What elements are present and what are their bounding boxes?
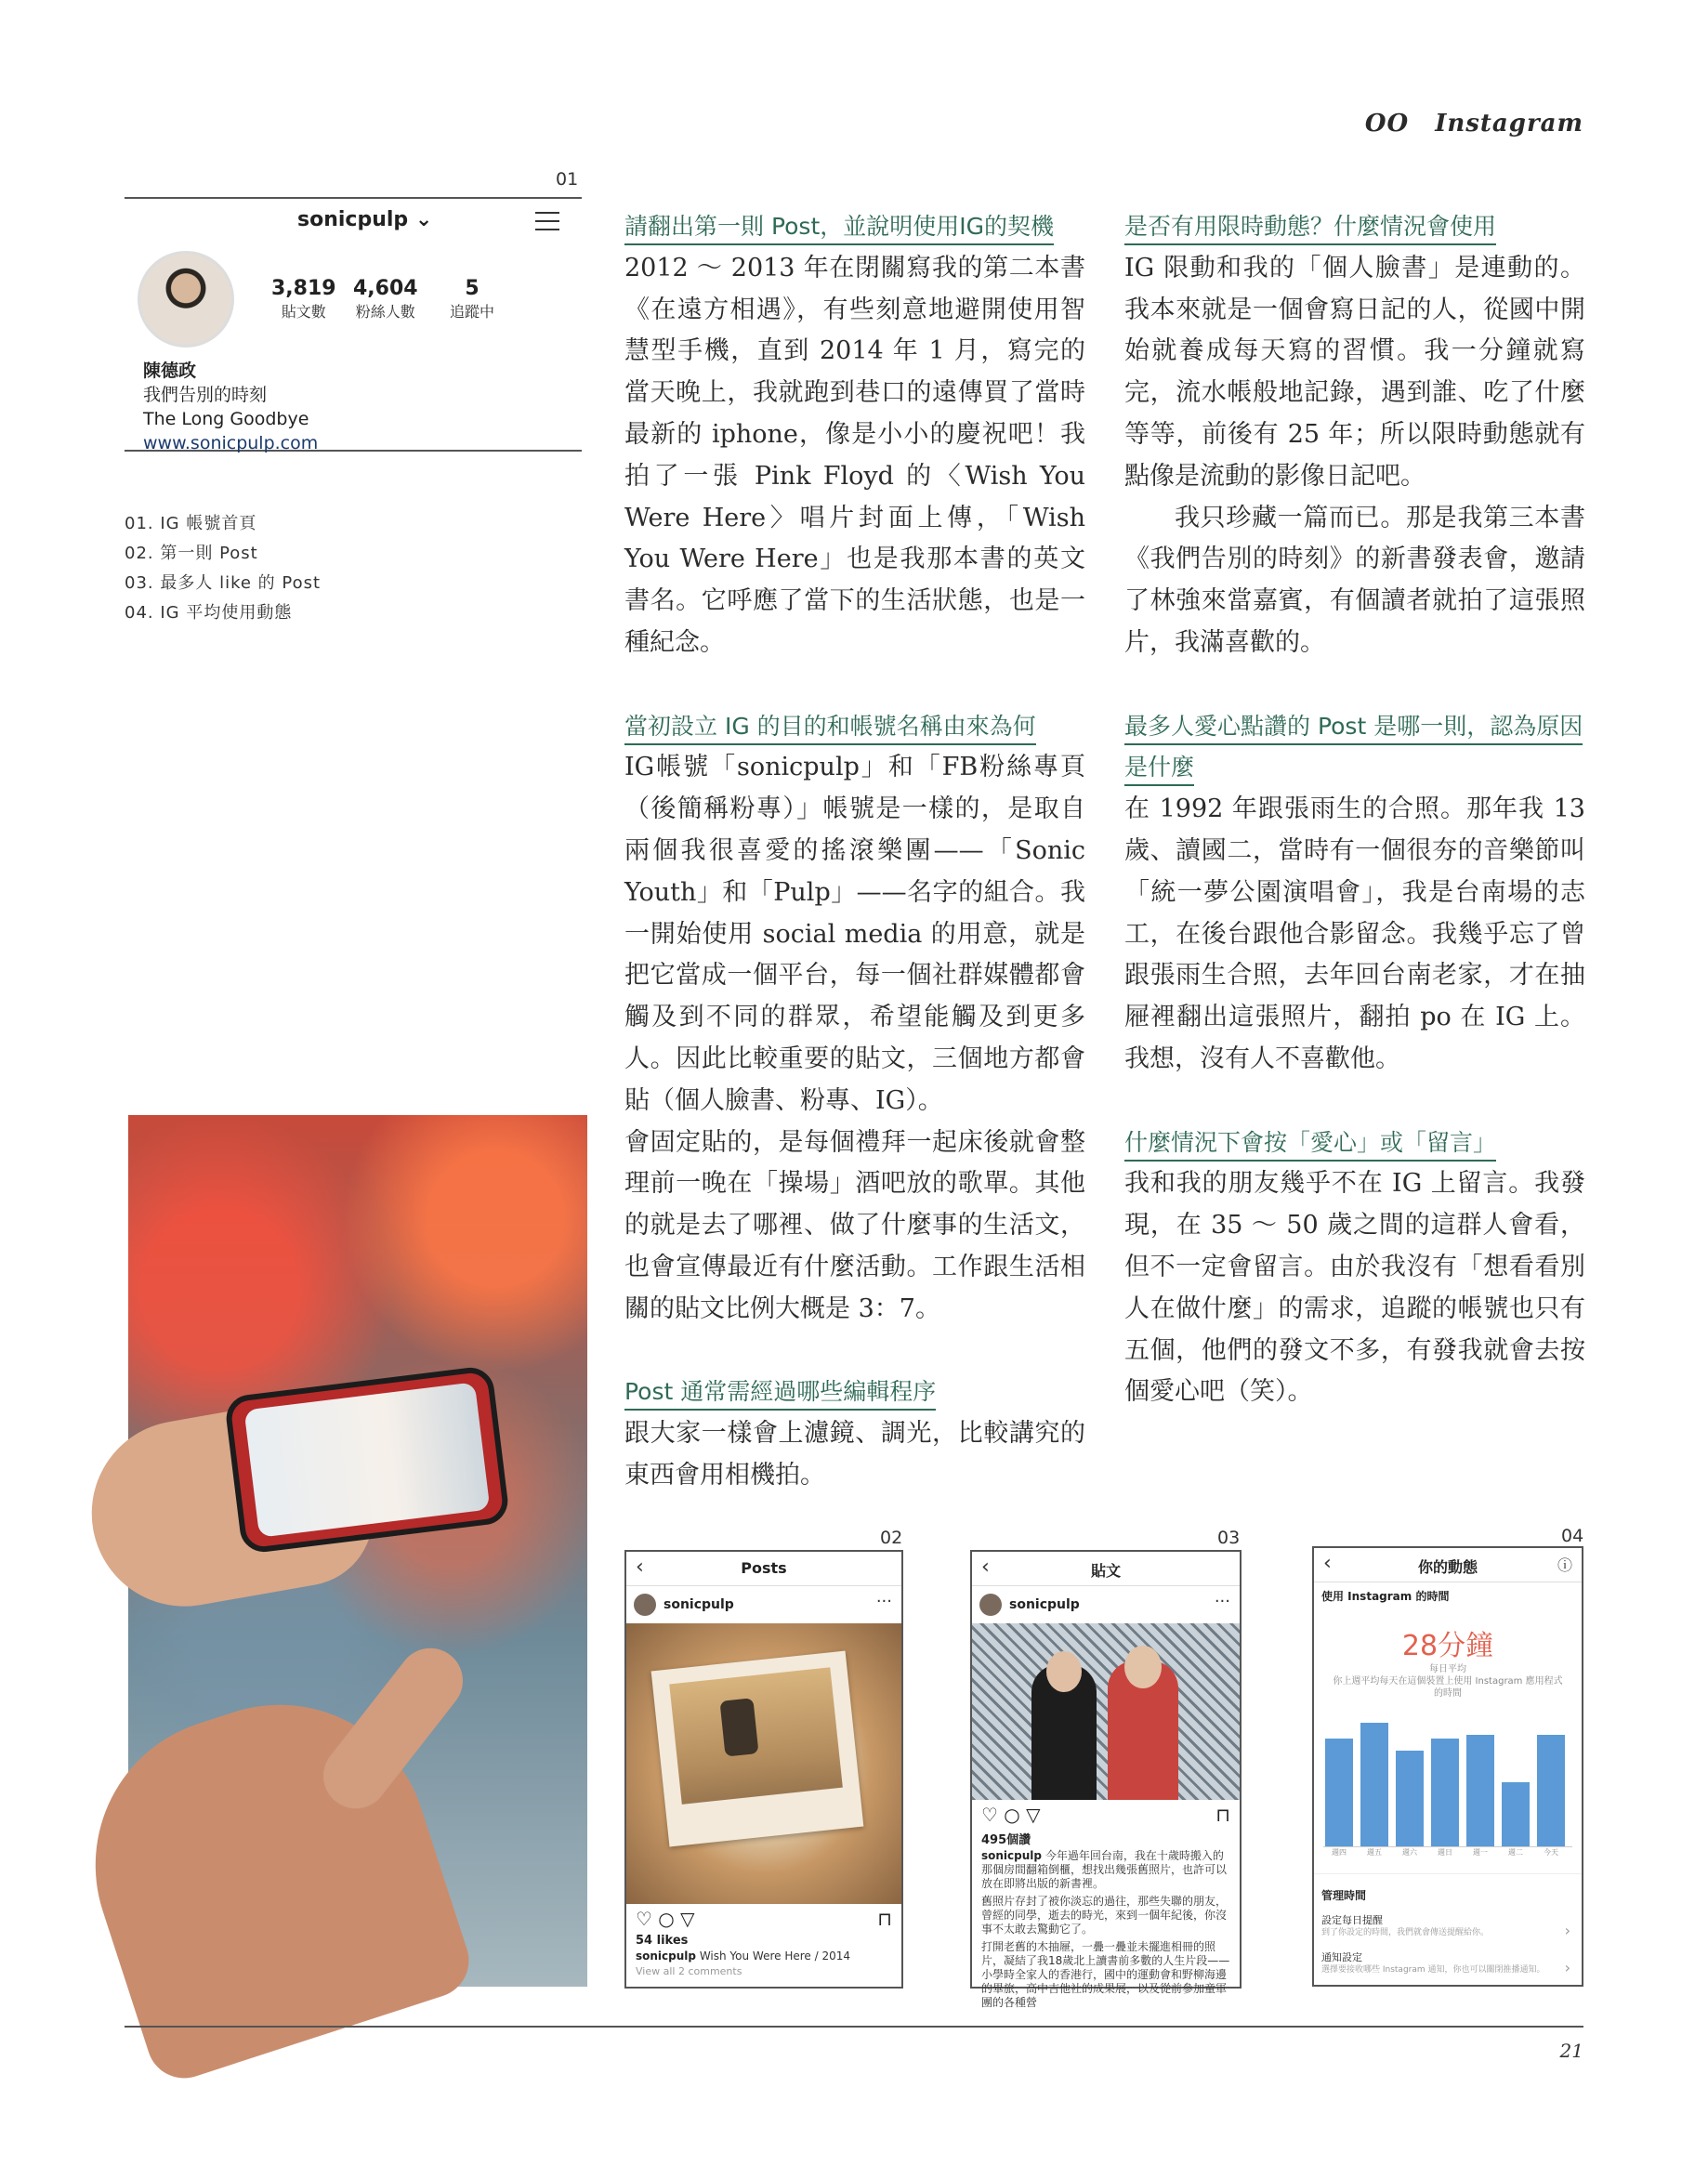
hamburger-menu-icon[interactable] — [535, 212, 559, 230]
share-icon[interactable]: ▽ — [1026, 1804, 1041, 1826]
figure-list-item: 01. IG 帳號首頁 — [125, 514, 257, 533]
like-count[interactable]: 495個讚 — [981, 1833, 1031, 1847]
running-header — [1365, 110, 1583, 138]
usage-bar-chart — [1323, 1707, 1572, 1847]
figure-number-02: 02 — [880, 1528, 903, 1548]
figure-list — [125, 509, 321, 628]
profile-bio — [143, 359, 318, 455]
question-heading: 是否有用限時動態？什麼情況會使用 — [1124, 213, 1496, 245]
usage-bar — [1466, 1735, 1494, 1846]
profile-screenshot — [125, 197, 582, 452]
reminder-setting-row[interactable]: 設定每日提醒 到了你設定的時間，我們就會傳送提醒給你。 › — [1321, 1914, 1570, 1939]
activity-screenshot — [1312, 1546, 1583, 1987]
footer-rule — [125, 2026, 1583, 2028]
usage-section-title: 使用 Instagram 的時間 — [1321, 1590, 1450, 1603]
post-caption: sonicpulp 今年過年回台南，我在十歲時搬入的那個房間翻箱倒櫃，想找出幾張舊照片，也許可以放在即將出版的新書裡。 — [981, 1849, 1228, 1890]
stat-following[interactable]: 5 追蹤中 — [450, 277, 495, 321]
hand-holding-phone-photo — [128, 1115, 587, 1987]
article-column-1 — [624, 206, 1085, 1497]
screen-title: 貼文 — [1090, 1562, 1121, 1580]
avatar[interactable] — [979, 1594, 1002, 1616]
chevron-right-icon: › — [1564, 1959, 1570, 1976]
figure-list-item: 02. 第一則 Post — [125, 544, 258, 563]
section-title: Instagram — [1435, 110, 1583, 138]
manage-time-title: 管理時間 — [1314, 1873, 1582, 1907]
view-comments-link[interactable]: View all 2 comments — [636, 1965, 742, 1977]
website-link[interactable]: www.sonicpulp.com — [143, 433, 319, 453]
usage-bar — [1537, 1735, 1565, 1846]
day-label: 週四 — [1332, 1848, 1347, 1857]
stat-posts[interactable]: 3,819 貼文數 — [271, 277, 336, 321]
usage-bar — [1431, 1739, 1459, 1846]
post-image[interactable] — [626, 1623, 901, 1904]
figure-number-03: 03 — [1217, 1528, 1241, 1548]
page-number: 21 — [1559, 2040, 1583, 2062]
answer-paragraph: 2012 ～ 2013 年在閉關寫我的第二本書《在遠方相遇》，有些刻意地避開使用智慧型手機，直到 2014 年 1 月，寫完的當天晚上，我就跑到巷口的遠傳買了當時最新的 iphone，像是小小的慶祝吧！我拍了一張 Pink Floyd 的〈Wish You Were Here〉唱片封面上傳，「Wish You Were Here」也是我那本書的英文書名。它呼應了當下的生活狀態，也是一種紀念。 — [624, 253, 1085, 657]
day-label: 週六 — [1402, 1848, 1417, 1857]
article-column-2 — [1124, 206, 1585, 1413]
question-heading: 當初設立 IG 的目的和帳號名稱由來為何 — [624, 713, 1036, 745]
profile-name: 陳德政 — [143, 361, 197, 381]
info-icon[interactable]: ⓘ — [1557, 1556, 1572, 1574]
usage-bar — [1396, 1751, 1424, 1846]
answer-paragraph: 會固定貼的，是每個禮拜一起床後就會整理前一晚在「操場」酒吧放的歌單。其他的就是去了哪裡、做了什麼事的生活文，也會宣傳最近有什麼活動。工作跟生活相關的貼文比例大概是 3：7。 — [624, 1127, 1085, 1323]
usage-bar — [1360, 1723, 1388, 1846]
bio-line: The Long Goodbye — [143, 409, 309, 429]
day-label: 週五 — [1367, 1848, 1382, 1857]
notification-setting-row[interactable]: 通知設定 選擇要接收哪些 Instagram 通知，你也可以關閉推播通知。 › — [1321, 1951, 1570, 1976]
photo-phone — [224, 1365, 511, 1555]
heart-icon[interactable]: ♡ — [636, 1908, 652, 1930]
daily-average: 28分鐘 — [1401, 1630, 1494, 1662]
issue-number: OO — [1364, 110, 1410, 138]
screen-title: 你的動態 — [1417, 1558, 1478, 1576]
question-heading: 請翻出第一則 Post，並說明使用IG的契機 — [624, 213, 1054, 245]
share-icon[interactable]: ▽ — [680, 1908, 695, 1930]
usage-bar — [1325, 1739, 1353, 1846]
average-label: 每日平均 — [1429, 1664, 1466, 1674]
chevron-right-icon: › — [1564, 1922, 1570, 1939]
back-icon[interactable]: ‹ — [636, 1556, 644, 1579]
answer-paragraph: 跟大家一樣會上濾鏡、調光，比較講究的東西會用相機拍。 — [624, 1419, 1085, 1490]
first-post-screenshot — [624, 1550, 903, 1989]
profile-username[interactable]: sonicpulp ⌄ — [297, 208, 433, 231]
post-caption: 舊照片存封了被你淡忘的過往，那些失聯的朋友，曾經的同學，逝去的時光，來到一個年紀後，你沒事不太敢去驚動它了。 — [981, 1895, 1228, 1936]
back-icon[interactable]: ‹ — [1323, 1552, 1332, 1575]
day-label: 週一 — [1473, 1848, 1488, 1857]
post-caption: 打開老舊的木抽屜，一疊一疊並未擺進相冊的照片，凝結了我18歲北上讀書前多數的人生片段——小學時全家人的香港行，國中的運動會和野柳海邊的畢旅，高中吉他社的成果展，以及從前參加童軍團的各種營 — [981, 1940, 1230, 2009]
post-account[interactable]: sonicpulp — [663, 1597, 734, 1612]
comment-icon[interactable]: ○ — [658, 1908, 675, 1930]
post-caption: sonicpulp Wish You Were Here / 2014 — [636, 1949, 851, 1963]
day-label: 週日 — [1438, 1848, 1452, 1857]
more-options-icon[interactable]: ··· — [1214, 1592, 1230, 1611]
usage-bar — [1502, 1782, 1530, 1846]
bookmark-icon[interactable]: ⊓ — [1215, 1804, 1230, 1826]
bio-line: 我們告別的時刻 — [143, 385, 268, 405]
average-description: 你上週平均每天在這個裝置上使用 Instagram 應用程式的時間 — [1333, 1676, 1563, 1699]
more-options-icon[interactable]: ··· — [875, 1592, 892, 1611]
comment-icon[interactable]: ○ — [1004, 1804, 1020, 1826]
question-heading: 最多人愛心點讚的 Post 是哪一則，認為原因是什麼 — [1124, 713, 1583, 787]
avatar[interactable] — [138, 251, 234, 348]
answer-paragraph: IG帳號「sonicpulp」和「FB粉絲專頁（後簡稱粉專）」帳號是一樣的，是取自兩個我很喜愛的搖滾樂團——「Sonic Youth」和「Pulp」——名字的組合。我一開始使用 social media 的用意，就是把它當成一個平台，每一個社群媒體都會觸及到不同的群眾，希望能觸及到更多人。因此比較重要的貼文，三個地方都會貼（個人臉書、粉專、IG）。 — [624, 753, 1085, 1115]
usage-day-labels — [1323, 1847, 1572, 1862]
answer-paragraph: 我只珍藏一篇而已。那是我第三本書《我們告別的時刻》的新書發表會，邀請了林強來當嘉賓，有個讀者就拍了這張照片，我滿喜歡的。 — [1124, 503, 1585, 657]
screen-title: Posts — [741, 1559, 787, 1577]
back-icon[interactable]: ‹ — [981, 1556, 990, 1579]
chevron-down-icon: ⌄ — [414, 208, 433, 231]
bookmark-icon[interactable]: ⊓ — [877, 1908, 892, 1930]
answer-paragraph: 我和我的朋友幾乎不在 IG 上留言。我發現，在 35 ～ 50 歲之間的這群人會看，但不一定會留言。由於我沒有「想看看別人在做什麼」的需求，追蹤的帳號也只有五個，他們的發文不多，有發我就會去按個愛心吧（笑）。 — [1124, 1169, 1585, 1407]
post-account[interactable]: sonicpulp — [1009, 1597, 1080, 1612]
answer-paragraph: 在 1992 年跟張雨生的合照。那年我 13 歲、讀國二，當時有一個很夯的音樂節叫「統一夢公園演唱會」，我是台南場的志工，在後台跟他合影留念。我幾乎忘了曾跟張雨生合照，去年回台南老家，才在抽屜裡翻出這張照片，翻拍 po 在 IG 上。我想，沒有人不喜歡他。 — [1124, 794, 1585, 1073]
figure-list-item: 03. 最多人 like 的 Post — [125, 573, 322, 593]
like-count[interactable]: 54 likes — [636, 1934, 689, 1948]
heart-icon[interactable]: ♡ — [981, 1804, 998, 1826]
post-image[interactable] — [972, 1623, 1240, 1800]
answer-paragraph: IG 限動和我的「個人臉書」是連動的。我本來就是一個會寫日記的人，從國中開始就養成每天寫的習慣。我一分鐘就寫完，流水帳般地記錄，遇到誰、吃了什麼等等，前後有 25 年；所以限時動態就有點像是流動的影像日記吧。 — [1124, 253, 1585, 491]
question-heading: Post 通常需經過哪些編輯程序 — [624, 1378, 936, 1411]
figure-number-04: 04 — [1561, 1526, 1584, 1546]
stat-followers[interactable]: 4,604 粉絲人數 — [353, 277, 418, 321]
question-heading: 什麼情況下會按「愛心」或「留言」 — [1124, 1129, 1496, 1162]
avatar[interactable] — [634, 1594, 656, 1616]
most-liked-post-screenshot — [970, 1550, 1242, 2009]
day-label: 週二 — [1508, 1848, 1523, 1857]
day-label: 今天 — [1544, 1848, 1558, 1857]
figure-number-01: 01 — [556, 169, 579, 190]
figure-list-item: 04. IG 平均使用動態 — [125, 603, 293, 623]
